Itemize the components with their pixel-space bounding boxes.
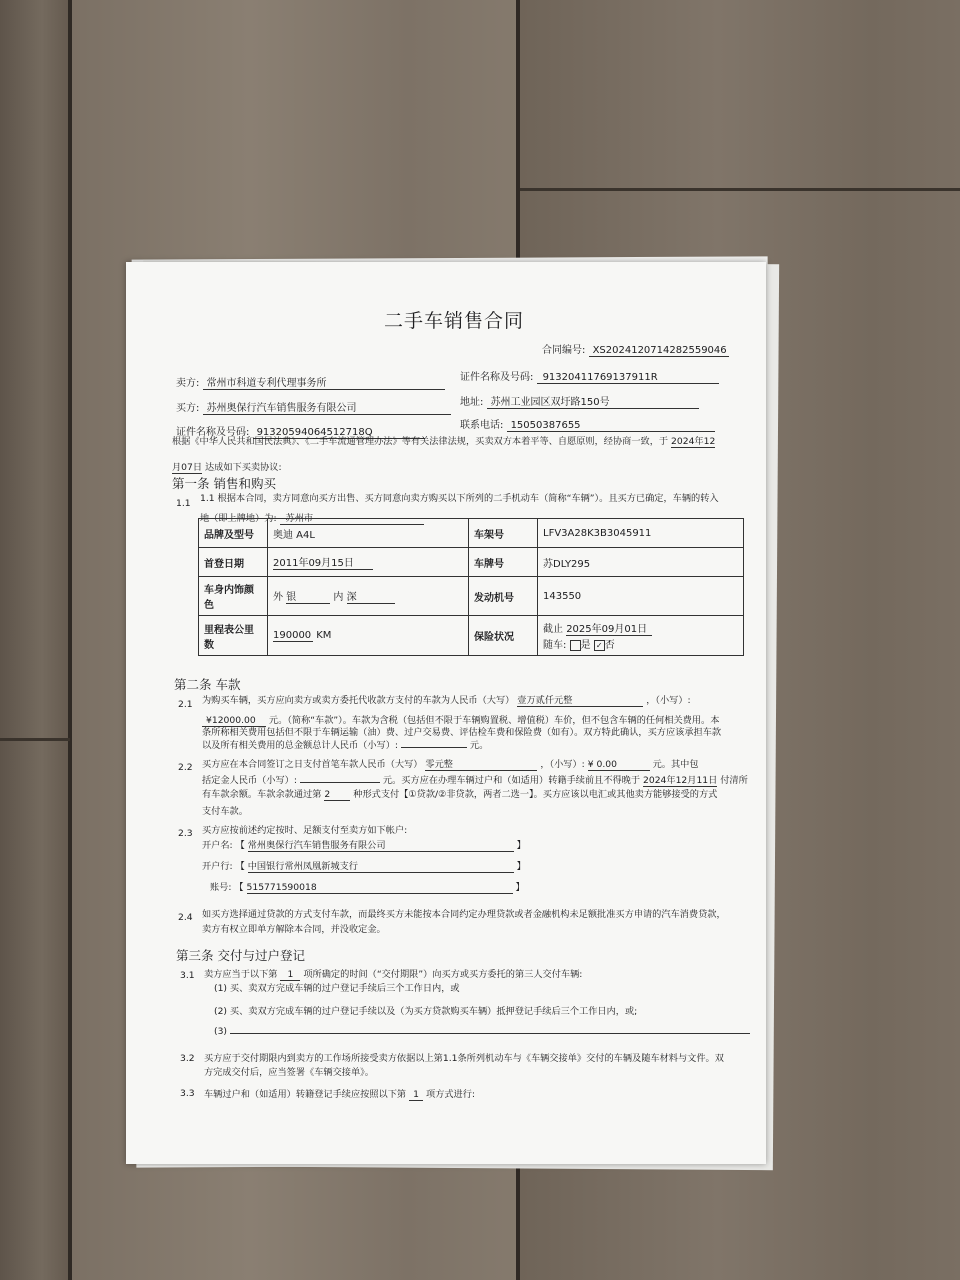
reg-date-label: 首登日期 [199, 548, 268, 577]
seller-id: 91320411769137911R [537, 372, 719, 384]
contract-number-label: 合同编号: [542, 345, 586, 356]
option-yes: 是 [580, 640, 591, 651]
insurance-until: 2025年09月01日 [566, 620, 652, 636]
price-in-words: 壹万贰仟元整 [517, 692, 643, 707]
account-name: 常州奥保行汽车销售服务有限公司 [248, 837, 514, 852]
preamble-date: 2024年12 [671, 433, 715, 448]
clause-2-4-line2: 卖方有权立即单方解除本合同，并没收定金。 [202, 924, 386, 935]
table-row [199, 519, 744, 548]
clause-number: 2.3 [178, 828, 193, 839]
vehicle-table [198, 518, 744, 656]
other-option-blank [230, 1033, 750, 1034]
phone: 15050387655 [507, 420, 715, 432]
account-bank: 中国银行常州凤凰新城支行 [248, 858, 514, 873]
transfer-option: 1 [409, 1089, 423, 1101]
engine-value: 143550 [538, 577, 744, 616]
price-amount: ¥12000.00 [202, 715, 266, 727]
account-name-row: 开户名: 【 常州奥保行汽车销售服务有限公司 】 [202, 837, 526, 852]
engine-label: 发动机号 [469, 577, 538, 616]
clause-2-2: 买方应在本合同签订之日支付首笔车款人民币（大写） 零元整 ，（小写）: ¥ 0.00 元。其中包 [202, 756, 699, 771]
color-label: 车身内饰颜色 [199, 577, 268, 616]
clause-3-1-option-3: (3) [214, 1026, 750, 1037]
color-cell: 外 银 内 深 [268, 577, 469, 616]
interior-color: 深 [347, 588, 395, 604]
plate-label: 车牌号 [469, 548, 538, 577]
mileage-unit: KM [316, 629, 332, 641]
clause-3-2: 买方应于交付期限内到卖方的工作场所接受卖方依据以上第1.1条所列机动车与《车辆交接单》交付的车辆及随车材料与文件。双 [204, 1053, 724, 1064]
clause-3-2-line2: 方完成交付后，应当签署《车辆交接单》。 [204, 1067, 374, 1078]
insurance-label: 保险状况 [469, 616, 538, 656]
clause-2-1-line3: 条所称相关费用包括但不限于车辆运输（油）费、过户交易费、评估检车费和保险费（如有）。双方特此确认，买方应该承担车款 [202, 727, 722, 738]
phone-label: 联系电话: [460, 420, 504, 431]
seller-label: 卖方: [176, 378, 200, 389]
clause-2-1: 为购买车辆，买方应向卖方或卖方委托代收款方支付的车款为人民币（大写） 壹万贰仟元整 ，（小写）: [202, 692, 691, 707]
account-bank-row: 开户行: 【 中国银行常州凤凰新城支行 】 [202, 858, 526, 873]
reg-date-value: 2011年09月15日 [273, 554, 373, 570]
clause-number: 1.1 [176, 498, 191, 509]
insurance-cell: 截止 2025年09月01日 随车: 是 ✓ 否 [538, 616, 744, 656]
clause-2-2-line4: 支付车款。 [202, 806, 248, 817]
clause-number: 3.1 [180, 970, 195, 981]
contract-title: 二手车销售合同 [384, 310, 525, 332]
wood-seam [68, 0, 72, 1280]
seller-id-row [460, 368, 719, 384]
seller-name: 常州市科道专利代理事务所 [203, 374, 445, 390]
seller-row [176, 374, 445, 390]
mileage-label: 里程表公里数 [199, 616, 268, 656]
article-3-title: 第三条 交付与过户登记 [176, 948, 305, 963]
address-row [460, 393, 699, 409]
clause-1-1: 1.1 根据本合同，卖方同意向买方出售、买方同意向卖方购买以下所列的二手机动车（简称“车辆”）。且买方已确定，车辆的转入 [200, 493, 719, 504]
clause-1-1-cont: 地（即上牌地）为: 苏州市 [200, 510, 424, 525]
payment-deadline: 2024年12月11日 [643, 772, 717, 787]
payment-method: 2 [324, 789, 350, 801]
account-number-row: 账号: 【 515771590018 】 [210, 882, 525, 893]
checkbox-no[interactable]: ✓ [594, 640, 605, 651]
wood-plank [0, 0, 70, 1280]
table-row [199, 616, 744, 656]
registration-city: 苏州市 [280, 510, 424, 525]
clause-2-2-line3: 有车款余额。车款余款通过第 2 种形式支付【①贷款/②非贷款，两者二选一】。买方应该以电汇或其他卖方能够接受的方式 [202, 789, 718, 800]
brand-value: 奥迪 A4L [268, 519, 469, 548]
article-1-title: 第一条 销售和购买 [172, 476, 276, 491]
table-row [199, 577, 744, 616]
preamble-date: 月07日 [172, 459, 202, 474]
table-row [199, 548, 744, 577]
plate-value: 苏DLY295 [538, 548, 744, 577]
clause-number: 2.2 [178, 762, 193, 773]
clause-number: 2.4 [178, 912, 193, 923]
first-payment-words: 零元整 [425, 756, 537, 771]
preamble: 根据《中华人民共和国民法典》、《二手车流通管理办法》等有关法律法规，买卖双方本着平等、自愿原则，经协商一致，于 2024年12 [172, 433, 715, 448]
clause-2-3: 买方应按前述约定按时、足额支付至卖方如下帐户: [202, 825, 408, 836]
clause-3-1-option-1: (1) 买、卖双方完成车辆的过户登记手续后三个工作日内，或 [214, 983, 460, 994]
seller-id-label: 证件名称及号码: [460, 372, 534, 383]
mileage-cell [268, 616, 469, 656]
first-payment-amount: ¥ 0.00 [588, 759, 650, 771]
vin-value: LFV3A28K3B3045911 [538, 519, 744, 548]
exterior-color: 银 [286, 588, 330, 604]
buyer-id: 91320594064512718Q [253, 427, 425, 439]
clause-2-1-line2: ¥12000.00 元。（简称“车款”）。车款为含税（包括但不限于车辆购置税、增值税）车价，但不包含车辆的任何相关费用。本 [202, 712, 719, 727]
article-2-title: 第二条 车款 [174, 677, 241, 692]
buyer-id-label: 证件名称及号码: [176, 427, 250, 438]
address: 苏州工业园区双圩路150号 [487, 393, 699, 409]
clause-3-1-option-2: (2) 买、卖双方完成车辆的过户登记手续以及（为买方贷款购买车辆）抵押登记手续后三个工作日内，或; [214, 1006, 638, 1017]
clause-3-1: 卖方应当于以下第 1 项所确定的时间（“交付期限”）向买方或买方委托的第三人交付车辆: [204, 969, 583, 980]
checkbox-yes[interactable] [570, 640, 581, 651]
address-label: 地址: [460, 397, 484, 408]
wood-seam [520, 188, 960, 191]
option-no: 否 [604, 640, 615, 651]
clause-number: 3.3 [180, 1088, 195, 1099]
brand-label: 品牌及型号 [199, 519, 268, 548]
buyer-name: 苏州奥保行汽车销售服务有限公司 [203, 399, 451, 415]
buyer-row [176, 399, 451, 415]
delivery-option: 1 [280, 969, 300, 981]
phone-row [460, 416, 715, 432]
contract-page [126, 262, 766, 1164]
clause-number: 3.2 [180, 1053, 195, 1064]
clause-2-2-line2: 括定金人民币（小写）: 元。买方应在办理车辆过户和（如适用）转籍手续前且不得晚于 2024年12月11日 付清所 [202, 772, 748, 787]
clause-number: 2.1 [178, 699, 193, 710]
total-amount [401, 747, 467, 748]
vin-label: 车架号 [469, 519, 538, 548]
clause-2-1-line4: 以及所有相关费用的总金额总计人民币（小写）: 元。 [202, 740, 489, 751]
mileage-value: 190000 [273, 629, 312, 641]
wood-seam [0, 738, 70, 741]
clause-2-4: 如买方选择通过贷款的方式支付车款，而最终买方未能按本合同约定办理贷款或者金融机构未足额批准买方申请的汽车消费贷款， [202, 909, 726, 920]
buyer-label: 买方: [176, 403, 200, 414]
reg-date-cell [268, 548, 469, 577]
account-number: 515771590018 [247, 882, 513, 894]
deposit-amount [300, 782, 380, 783]
contract-number-row [542, 341, 729, 357]
clause-3-3: 车辆过户和（如适用）转籍登记手续应按照以下第 1 项方式进行: [204, 1089, 476, 1100]
contract-number: XS2024120714282559046 [589, 345, 729, 357]
preamble-cont: 月07日 达成如下买卖协议: [172, 459, 282, 474]
